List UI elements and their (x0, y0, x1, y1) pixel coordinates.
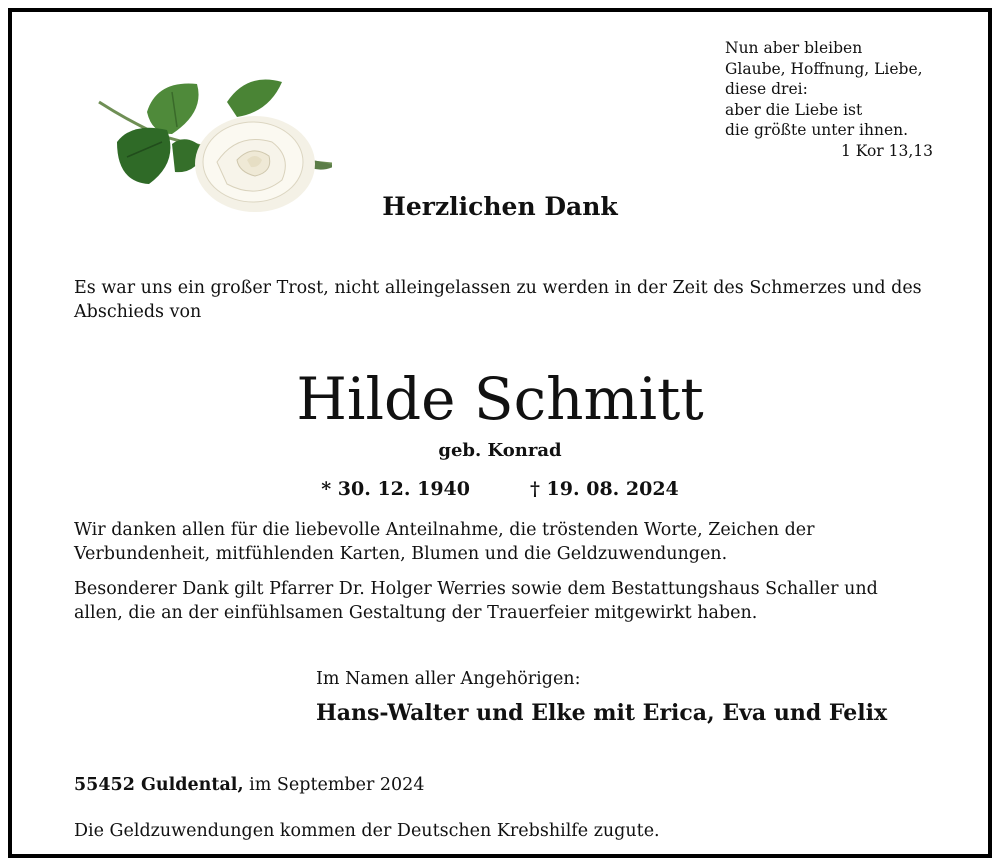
special-thanks-paragraph: Besonderer Dank gilt Pfarrer Dr. Holger Werries sowie dem Bestattungshaus Schaller und allen, die an der einfühlsamen Gestaltung der Trauerfeier mitgewirkt haben. (74, 579, 878, 623)
bible-verse (725, 38, 935, 161)
place-and-date (74, 775, 424, 795)
verse-line: Glaube, Hoffnung, Liebe, (725, 59, 923, 78)
place-location: 55452 Guldental, (74, 775, 244, 795)
obituary-notice (8, 8, 992, 858)
verse-reference: 1 Kor 13,13 (841, 141, 933, 160)
verse-line: Nun aber bleiben (725, 39, 863, 57)
thanks-paragraph: Wir danken allen für die liebevolle Anteilnahme, die tröstenden Worte, Zeichen der Verbundenheit, mitfühlenden Karten, Blumen und die Geldzuwendungen. (74, 520, 815, 564)
signature-names: Hans-Walter und Elke mit Erica, Eva und Felix (316, 700, 888, 726)
death-date: † 19. 08. 2024 (530, 478, 679, 500)
verse-line: die größte unter ihnen. (725, 121, 909, 139)
verse-line: aber die Liebe ist (725, 100, 863, 119)
white-rose-image (87, 72, 332, 212)
deceased-name: Hilde Schmitt (296, 365, 704, 433)
maiden-name: geb. Konrad (438, 440, 562, 461)
place-date: im September 2024 (249, 775, 425, 795)
birth-date: * 30. 12. 1940 (321, 478, 470, 500)
notice-heading: Herzlichen Dank (382, 192, 618, 221)
intro-paragraph: Es war uns ein großer Trost, nicht alleingelassen zu werden in der Zeit des Schmerzes und des Abschieds von (74, 278, 922, 322)
life-dates (12, 478, 988, 500)
verse-line: diese drei: (725, 80, 808, 98)
donation-note: Die Geldzuwendungen kommen der Deutschen Krebshilfe zugute. (74, 821, 660, 841)
signature-intro: Im Namen aller Angehörigen: (316, 669, 581, 689)
